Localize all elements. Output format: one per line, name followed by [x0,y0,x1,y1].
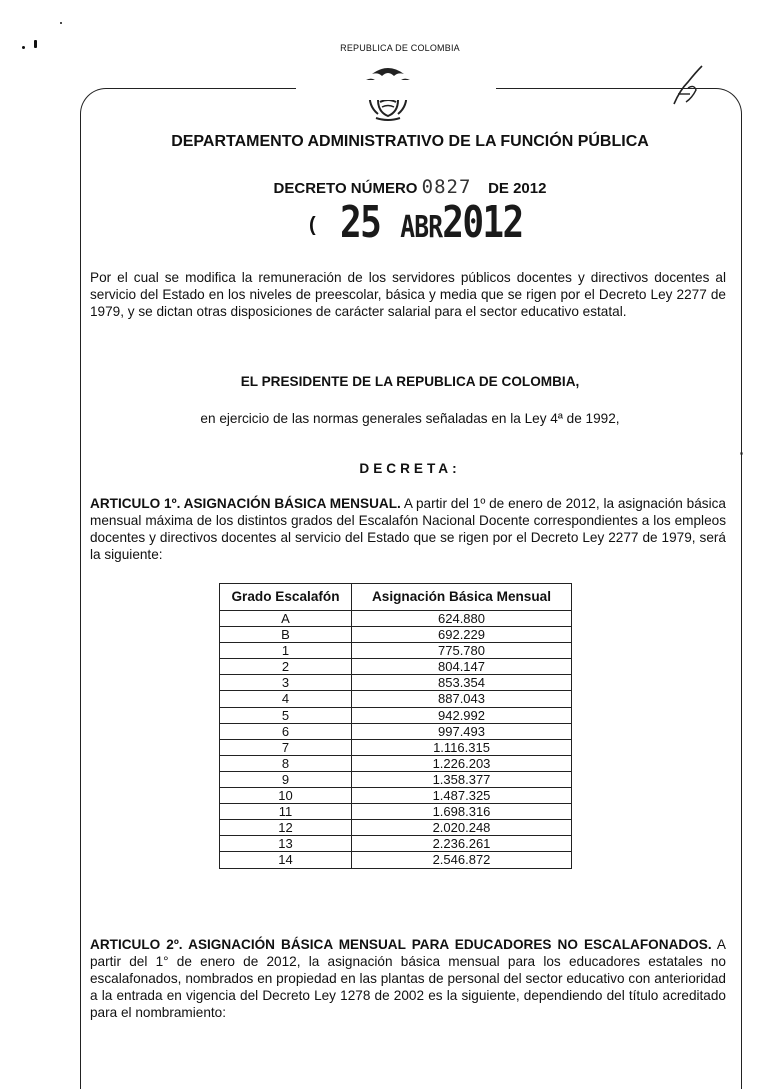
president-heading: EL PRESIDENTE DE LA REPUBLICA DE COLOMBIA, [240,374,580,389]
salary-table [219,583,572,869]
decreta-heading: DECRETA: [359,461,461,476]
grado-cell: 5 [220,707,352,723]
decree-prefix: DECRETO NÚMERO [273,180,418,197]
salary-cell: 2.236.261 [352,836,572,852]
table-row [220,836,572,852]
grado-cell: 3 [220,675,352,691]
decree-number-line [80,176,740,198]
salary-cell: 887.043 [352,691,572,707]
salary-cell: 942.992 [352,707,572,723]
country-heading: REPUBLICA DE COLOMBIA [340,43,460,53]
salary-cell: 1.116.315 [352,739,572,755]
salary-cell: 853.354 [352,675,572,691]
handwritten-initial-icon [668,64,712,108]
grado-cell: 1 [220,643,352,659]
department-title: DEPARTAMENTO ADMINISTRATIVO DE LA FUNCIÓN PÚBLICA [171,133,649,150]
table-row [220,691,572,707]
grado-cell: 4 [220,691,352,707]
article-1-heading: ARTICULO 1º. ASIGNACIÓN BÁSICA MENSUAL. [90,496,401,511]
table-row [220,820,572,836]
grado-cell: 6 [220,723,352,739]
grado-cell: 11 [220,804,352,820]
decree-number: 0827 [421,176,472,198]
salary-cell: 804.147 [352,659,572,675]
grado-cell: 12 [220,820,352,836]
table-row [220,852,572,868]
table-row [220,771,572,787]
grado-cell: 13 [220,836,352,852]
border-gap [296,80,496,100]
salary-cell: 997.493 [352,723,572,739]
date-year: 2012 [442,197,523,248]
salary-cell: 1.487.325 [352,788,572,804]
grado-cell: 2 [220,659,352,675]
table-row [220,739,572,755]
grado-cell: 7 [220,739,352,755]
table-row [220,611,572,627]
article-1 [90,496,726,564]
grado-cell: 8 [220,755,352,771]
table-row [220,788,572,804]
article-1-text: A partir del 1º de enero de 2012, la asignación básica mensual máxima de los distintos grados del Escalafón Nacional Docente correspondientes a los empleos docentes y directivos docentes al servicio del Estado que se rigen por el Decreto Ley 2277 de 1979, será la siguiente: [90,496,726,562]
table-row [220,804,572,820]
table-row [220,627,572,643]
date-month: ABR [400,210,443,245]
article-2-text: A partir del 1° de enero de 2012, la asignación básica mensual para los educadores estatales no escalafonados, nombrados en propiedad en las plantas de personal del sector educativo con anterioridad a la entrada en vigencia del Decreto Ley 1278 de 2002 es la siguiente, dependiendo del título acreditado para el nombramiento: [90,937,726,1020]
decree-year: DE 2012 [488,180,547,197]
table-row [220,707,572,723]
grado-cell: A [220,611,352,627]
grado-cell: 14 [220,852,352,868]
salary-cell: 775.780 [352,643,572,659]
grado-cell: B [220,627,352,643]
grado-cell: 9 [220,771,352,787]
table-row [220,675,572,691]
salary-cell: 1.226.203 [352,755,572,771]
table-row [220,643,572,659]
header-asignacion: Asignación Básica Mensual [352,584,572,611]
table-row [220,659,572,675]
header-grado: Grado Escalafón [220,584,352,611]
intro-paragraph: Por el cual se modifica la remuneración de los servidores públicos docentes y directivos docentes al servicio del Estado en los niveles de preescolar, básica y media que se rigen por el Decreto Ley 2277 de 1979, y se dictan otras disposiciones de carácter salarial para el sector educativo estatal. [90,270,726,319]
article-2-heading: ARTICULO 2º. ASIGNACIÓN BÁSICA MENSUAL PARA EDUCADORES NO ESCALAFONADOS. [90,937,712,952]
salary-cell: 1.698.316 [352,804,572,820]
grado-cell: 10 [220,788,352,804]
article-2 [90,937,726,1022]
date-day: 25 [340,197,381,248]
date-stamp [340,197,523,248]
table-header-row [220,584,572,611]
salary-cell: 2.546.872 [352,852,572,868]
salary-cell: 692.229 [352,627,572,643]
salary-cell: 2.020.248 [352,820,572,836]
date-open-paren: ( [309,214,316,236]
table-row [220,755,572,771]
salary-cell: 624.880 [352,611,572,627]
legal-basis: en ejercicio de las normas generales señaladas en la Ley 4ª de 1992, [200,411,620,426]
table-row [220,723,572,739]
salary-cell: 1.358.377 [352,771,572,787]
scan-speck [60,22,62,24]
